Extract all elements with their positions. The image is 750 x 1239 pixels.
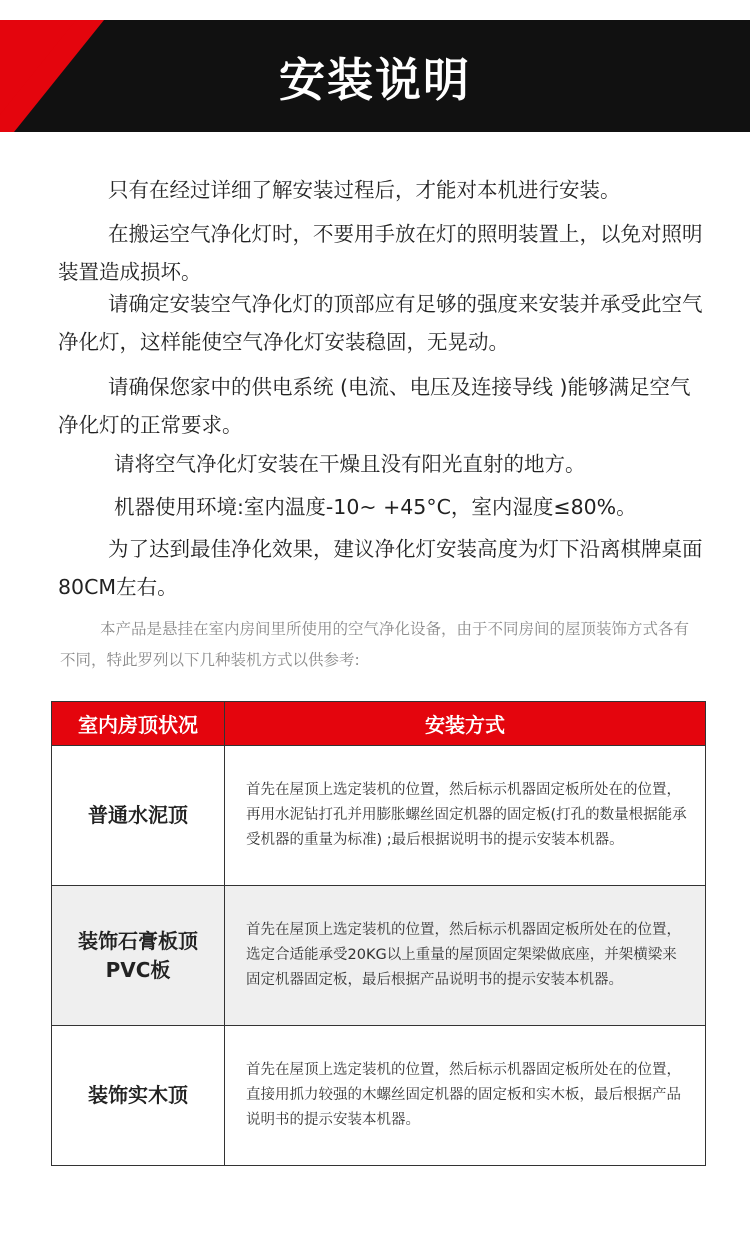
roof-type-label: 装饰石膏板顶 bbox=[78, 928, 198, 953]
header-banner bbox=[0, 20, 750, 132]
paragraph-2: 在搬运空气净化灯时，不要用手放在灯的照明装置上，以免对照明装置造成损坏。 bbox=[58, 222, 703, 284]
paragraph-3: 请确定安装空气净化灯的顶部应有足够的强度来安装并承受此空气净化灯，这样能使空气净化灯安装稳固，无晃动。 bbox=[58, 292, 703, 354]
install-method-cell: 首先在屋顶上选定装机的位置，然后标示机器固定板所处在的位置，直接用抓力较强的木螺丝固定机器的固定板和实木板，最后根据产品说明书的提示安装本机器。 bbox=[225, 1026, 706, 1166]
table-row bbox=[52, 1026, 706, 1166]
install-method-cell: 首先在屋顶上选定装机的位置，然后标示机器固定板所处在的位置，选定合适能承受20KG以上重量的屋顶固定架梁做底座，并架横梁来固定机器固定板，最后根据产品说明书的提示安装本机器。 bbox=[225, 886, 706, 1026]
paragraph-7: 为了达到最佳净化效果，建议净化灯安装高度为灯下沿离棋牌桌面80CM左右。 bbox=[58, 537, 703, 599]
header-roof-condition: 室内房顶状况 bbox=[52, 702, 225, 746]
header-install-method: 安装方式 bbox=[225, 702, 706, 746]
paragraph-6: 机器使用环境:室内温度-10~ +45°C，室内湿度≤80%。 bbox=[114, 495, 637, 519]
paragraph-1: 只有在经过详细了解安装过程后，才能对本机进行安装。 bbox=[108, 178, 621, 202]
page-title: 安装说明 bbox=[279, 53, 471, 107]
roof-type-label: 装饰实木顶 bbox=[88, 1083, 188, 1107]
roof-type-cell bbox=[52, 1026, 225, 1166]
roof-type-sublabel: PVC板 bbox=[105, 957, 171, 982]
table-row bbox=[52, 746, 706, 886]
roof-type-cell bbox=[52, 746, 225, 886]
table-row bbox=[52, 886, 706, 1026]
table-header-row bbox=[52, 702, 706, 746]
installation-table bbox=[51, 701, 706, 1166]
reference-note: 本产品是悬挂在室内房间里所使用的空气净化设备，由于不同房间的屋顶装饰方式各有不同，特此罗列以下几种装机方式以供参考: bbox=[60, 620, 690, 669]
roof-type-label: 普通水泥顶 bbox=[88, 803, 188, 827]
paragraph-5: 请将空气净化灯安装在干燥且没有阳光直射的地方。 bbox=[114, 452, 586, 476]
paragraph-4: 请确保您家中的供电系统 (电流、电压及连接导线 )能够满足空气净化灯的正常要求。 bbox=[58, 375, 691, 437]
roof-type-cell bbox=[52, 886, 225, 1026]
install-method-cell: 首先在屋顶上选定装机的位置，然后标示机器固定板所处在的位置，再用水泥钻打孔并用膨胀螺丝固定机器的固定板(打孔的数量根据能承受机器的重量为标准) ;最后根据说明书的提示安装本机器。 bbox=[225, 746, 706, 886]
